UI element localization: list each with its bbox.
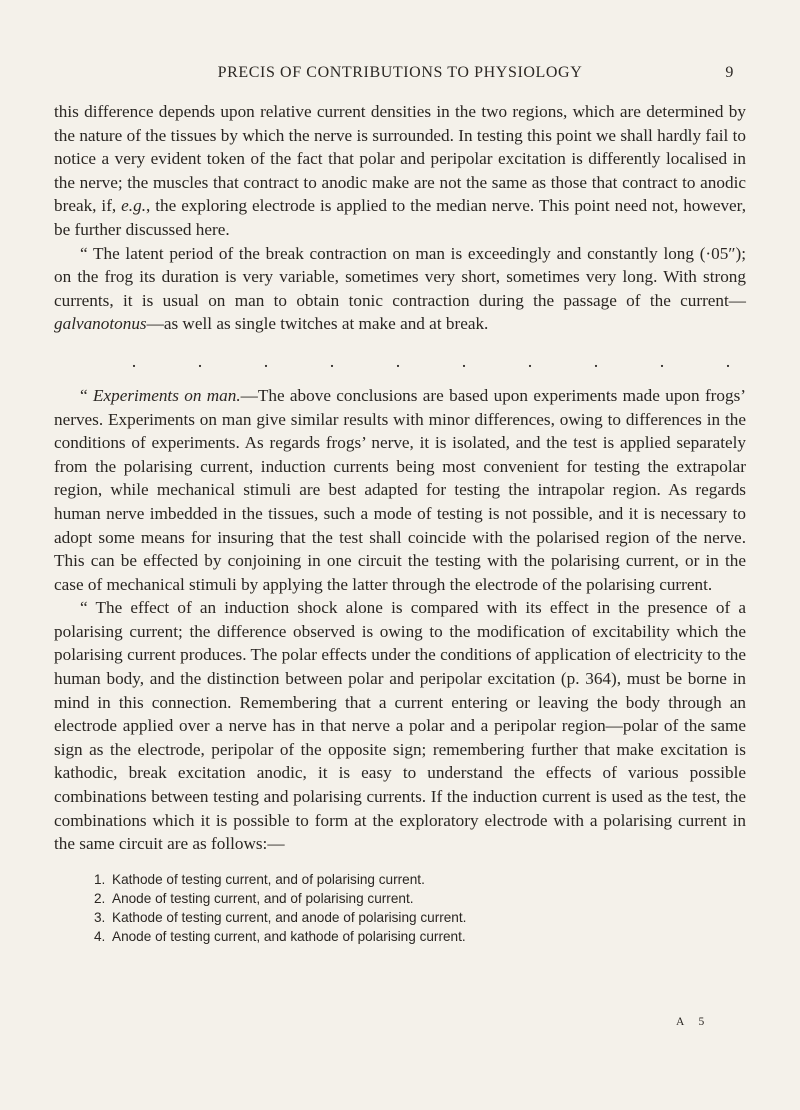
combinations-list <box>54 870 746 946</box>
text-run: —The above conclusions are based upon experiments made upon frogs’ nerves. Experiments on man give similar results with minor differences, owing to differences in the conditions of experiments. As regards frogs’ nerve, it is isolated, and the test is applied separately from the polarising current, induction currents being most convenient for testing the extrapolar region, while mechanical stimuli are best adapted for testing the intrapolar region. As regards human nerve imbedded in the tissues, such a mode of testing is not possible, and it is necessary to adopt some means for insuring that the test shall coincide with the polarised region of the nerve. This can be effected by conjoining in one circuit the testing with the polarising current, or in the case of mechanical stimuli by applying the latter through the electrode of the polarising current. <box>54 385 746 594</box>
body-text <box>54 100 746 946</box>
text-run: this difference depends upon relative current densities in the two regions, which are determined by the nature of the tissues by which the nerve is surrounded. In testing this point we shall hardly fail to notice a very evident token of the fact that polar and peripolar excitation is differently localised in the nerve; the muscles that contract to anodic make are not the same as those that contract to anodic break, if, <box>54 102 746 216</box>
paragraph-2 <box>54 242 746 336</box>
text-run: “ <box>80 385 93 405</box>
italic-text: galvanotonus <box>54 314 147 334</box>
paragraph-1 <box>54 100 746 242</box>
running-title: PRECIS OF CONTRIBUTIONS TO PHYSIOLOGY <box>217 64 583 81</box>
text-run: “ The effect of an induction shock alone is compared with its effect in the presence of a polarising current; the difference observed is owing to the modification of excitability which the polarising current produces. The polar effects under the conditions of application of electricity to the human body, and the distinction between polar and peripolar excitation (p. 364), must be borne in mind in this connection. Remembering that a current entering or leaving the body through an electrode applied over a nerve has in that nerve a polar and a peripolar region—polar of the same sign as the electrode, peripolar of the opposite sign; remembering further that make excitation is kathodic, break excitation anodic, it is easy to understand the effects of various possible combinations between testing and polarising currents. If the induction current is used as the test, the combinations which it is possible to form at the exploratory electrode with a polarising current in the same circuit are as follows:— <box>54 598 746 854</box>
signature-mark: A 5 <box>676 1016 711 1028</box>
text-run: , the exploring electrode is applied to the median nerve. This point need not, however, be further discussed here. <box>54 196 746 239</box>
paragraph-3 <box>54 384 746 596</box>
italic-text: e.g. <box>121 196 146 216</box>
list-item: 4. Anode of testing current, and kathode of polarising current. <box>94 928 466 944</box>
ellipsis-dots: . . . . . . . . . . <box>131 350 731 371</box>
page-number: 9 <box>725 64 734 81</box>
text-run: —as well as single twitches at make and at break. <box>146 314 489 334</box>
paragraph-4 <box>54 596 746 856</box>
italic-text: Experiments on man. <box>92 385 241 405</box>
running-head <box>60 64 740 86</box>
text-run: “ The latent period of the break contraction on man is exceedingly and constantly long (·05″); on the frog its duration is very variable, sometimes very short, sometimes very long. With strong currents, it is usual on man to obtain tonic contraction during the passage of the current— <box>54 243 746 310</box>
list-item: 1. Kathode of testing current, and of polarising current. <box>94 871 425 887</box>
list-item: 3. Kathode of testing current, and anode of polarising current. <box>94 909 467 925</box>
list-item: 2. Anode of testing current, and of polarising current. <box>94 890 414 906</box>
